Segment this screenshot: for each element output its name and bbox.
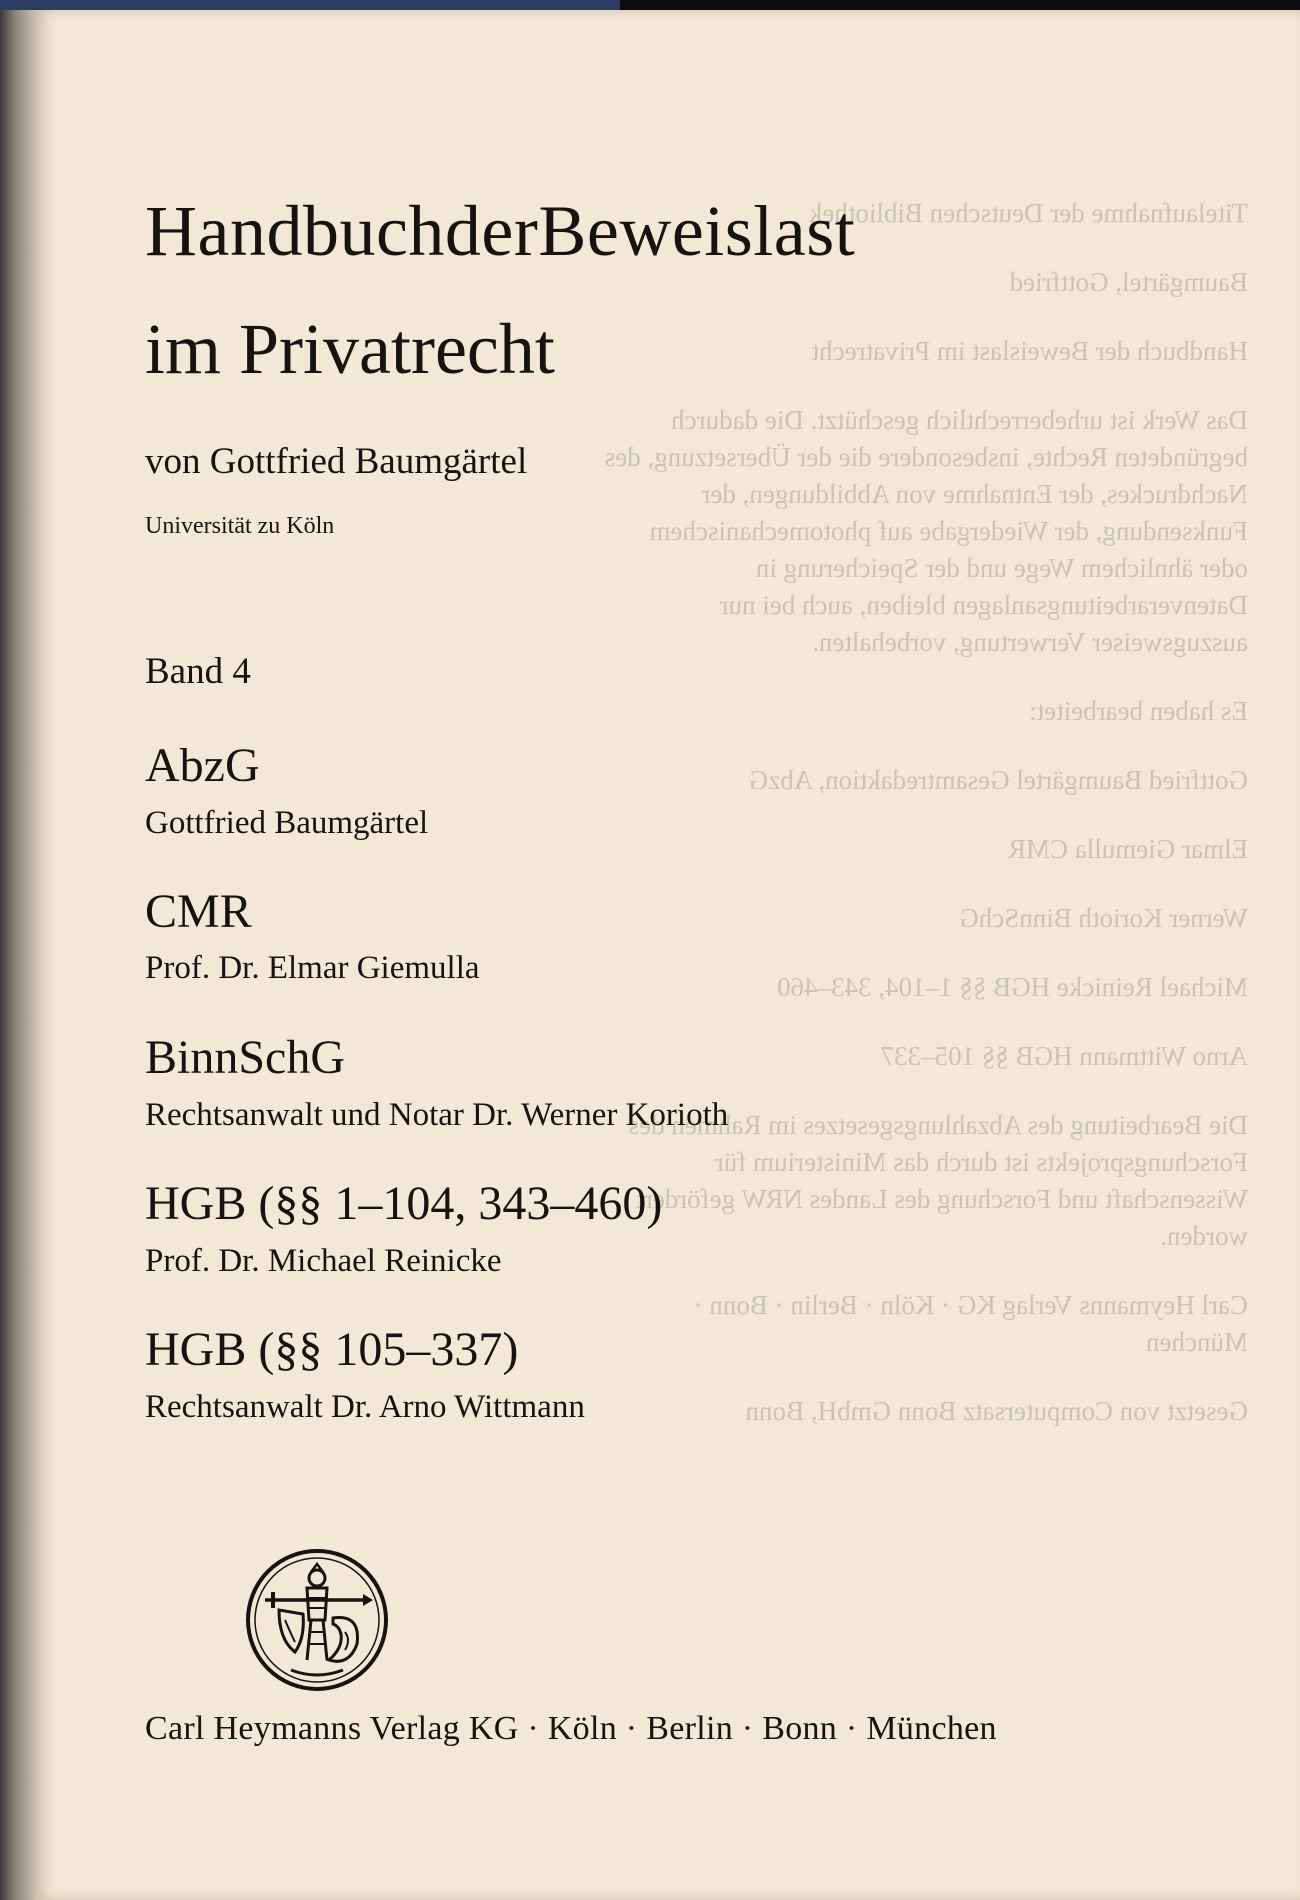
book-title-line-1: HandbuchderBeweislast xyxy=(145,191,856,271)
volume-number: Band 4 xyxy=(145,651,251,692)
section-title: AbzG xyxy=(145,739,260,792)
section-author: Rechtsanwalt Dr. Arno Wittmann xyxy=(145,1389,585,1425)
book-spine-edge xyxy=(0,0,38,1900)
section-author: Prof. Dr. Elmar Giemulla xyxy=(145,950,480,986)
author-affiliation: Universität zu Köln xyxy=(145,513,335,539)
section-author: Prof. Dr. Michael Reinicke xyxy=(145,1243,502,1279)
book-title-line-2: im Privatrecht xyxy=(145,309,555,389)
publisher-emblem-icon xyxy=(245,1548,389,1692)
section-author: Rechtsanwalt und Notar Dr. Werner Korioth xyxy=(145,1097,729,1133)
section-title: BinnSchG xyxy=(145,1031,346,1084)
book-author: von Gottfried Baumgärtel xyxy=(145,441,528,482)
publisher-imprint: Carl Heymanns Verlag KG · Köln · Berlin · Bonn · München xyxy=(145,1710,997,1747)
section-title: CMR xyxy=(145,885,252,938)
section-title: HGB (§§ 1–104, 343–460) xyxy=(145,1177,663,1230)
reverse-side-bleed-through: Titelaufnahme der Deutschen Bibliothek Baumgärtel, Gottfried Handbuch der Beweislast im Privatrecht Das Werk ist urheberrechtlich geschützt. Die dadurch begründeten Rechte, insbesondere die der Übersetzung, des Nachdruckes, der Entnahme von Abbildungen, der Funksendung, der Wiedergabe auf photomechanischem oder ähnlichem Wege und der Speicherung in Datenverarbeitungsanlagen bleiben, auch bei nur auszugsweiser Verwertung, vorbehalten. Es haben bearbeitet: Gottfried Baumgärtel Gesamtredaktion, AbzG Elmar Giemulla CMR Werner Korioth BinnSchG Michael Reinicke HGB §§ 1–104, 343–460 Arno Wittmann HGB §§ 105–337 Die Bearbeitung des Abzahlungsgesetzes im Rahmen des Forschungsprojekts ist durch das Ministerium für Wissenschaft und Forschung des Landes NRW gefördert worden. Carl Heymanns Verlag KG · Köln · Berlin · Bonn · München Gesetzt von Computersatz Bonn GmbH, Bonn xyxy=(604,198,1248,1426)
section-author: Gottfried Baumgärtel xyxy=(145,805,429,841)
top-binding-strip xyxy=(0,0,620,10)
section-title: HGB (§§ 105–337) xyxy=(145,1323,519,1376)
